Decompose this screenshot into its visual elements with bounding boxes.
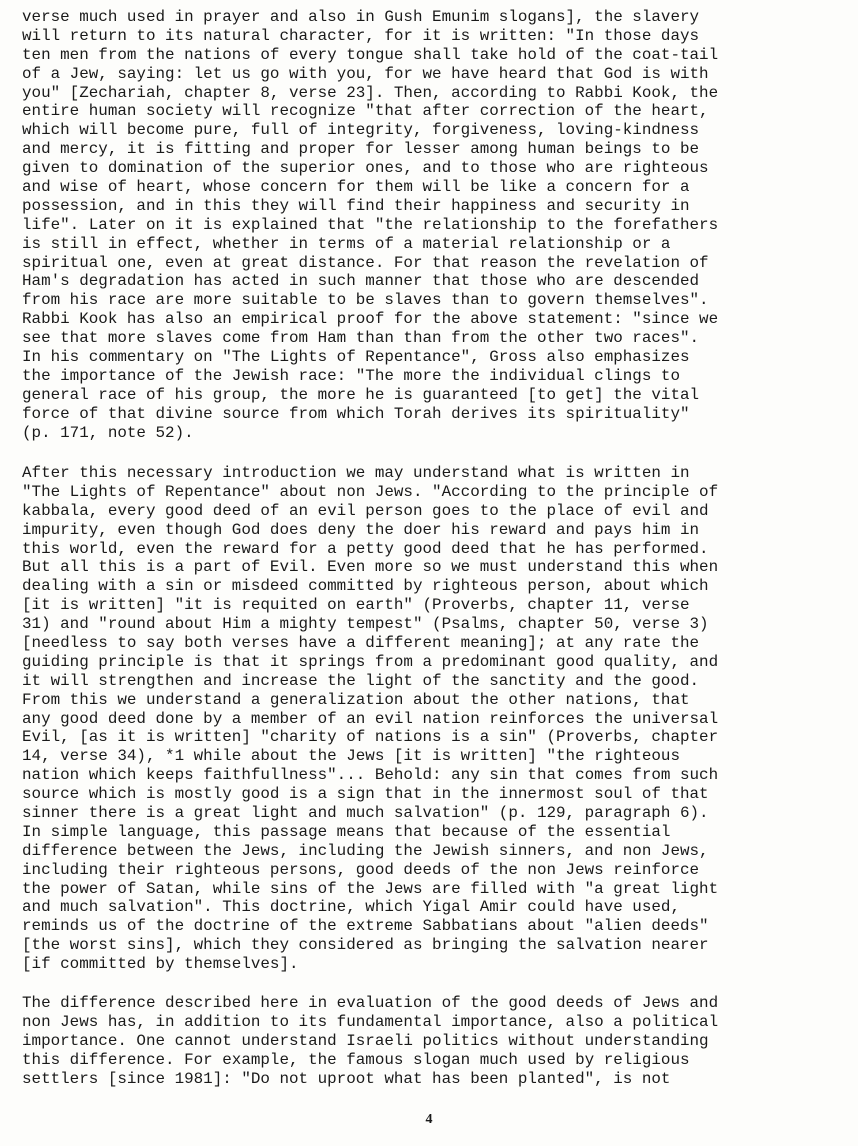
text-line: life". Later on it is explained that "the relationship to the forefathers <box>22 215 719 234</box>
text-line: this world, even the reward for a petty good deed that he has performed. <box>22 539 709 558</box>
paragraph-rabbi-kook-slavery <box>22 8 852 442</box>
text-line: sinner there is a great light and much salvation" (p. 129, paragraph 6). <box>22 804 709 823</box>
text-line: given to domination of the superior ones, and to those who are righteous <box>22 159 709 178</box>
text-line: this difference. For example, the famous slogan much used by religious <box>22 1050 690 1069</box>
text-line: the importance of the Jewish race: "The more the individual clings to <box>22 366 680 385</box>
text-line: and wise of heart, whose concern for them will be like a concern for a <box>22 178 690 197</box>
text-line: Evil, [as it is written] "charity of nations is a sin" (Proverbs, chapter <box>22 728 719 747</box>
text-line: including their righteous persons, good deeds of the non Jews reinforce <box>22 860 700 879</box>
text-line: spiritual one, even at great distance. For that reason the revelation of <box>22 253 709 272</box>
text-line: 31) and "round about Him a mighty tempest" (Psalms, chapter 50, verse 3) <box>22 615 709 634</box>
page-number: 4 <box>425 1112 433 1127</box>
paragraph-lights-of-repentance <box>22 464 852 974</box>
text-line: non Jews has, in addition to its fundamental importance, also a political <box>22 1012 719 1031</box>
text-line: [needless to say both verses have a different meaning]; at any rate the <box>22 634 700 653</box>
text-line: entire human society will recognize "that after correction of the heart, <box>22 102 709 121</box>
text-line: [if committed by themselves]. <box>22 955 299 974</box>
text-line: guiding principle is that it springs from a predominant good quality, and <box>22 652 719 671</box>
text-line: force of that divine source from which Torah derives its spirituality" <box>22 404 690 423</box>
text-line: any good deed done by a member of an evil nation reinforces the universal <box>22 709 719 728</box>
text-line: importance. One cannot understand Israeli politics without understanding <box>22 1031 709 1050</box>
text-line: [it is written] "it is requited on earth" (Proverbs, chapter 11, verse <box>22 596 690 615</box>
text-line: will return to its natural character, for it is written: "In those days <box>22 26 700 45</box>
text-line: 14, verse 34), *1 while about the Jews [it is written] "the righteous <box>22 747 680 766</box>
text-line: ten men from the nations of every tongue shall take hold of the coat-tail <box>22 45 719 64</box>
text-line: general race of his group, the more he is guaranteed [to get] the vital <box>22 385 700 404</box>
text-line: In simple language, this passage means that because of the essential <box>22 822 671 841</box>
text-line: from his race are more suitable to be slaves than to govern themselves". <box>22 291 709 310</box>
text-line: dealing with a sin or misdeed committed by righteous person, about which <box>22 577 709 596</box>
text-line: In his commentary on "The Lights of Repentance", Gross also emphasizes <box>22 348 690 367</box>
text-line: it will strengthen and increase the light of the sanctity and the good. <box>22 671 700 690</box>
text-line: (p. 171, note 52). <box>22 423 194 442</box>
text-line: you" [Zechariah, chapter 8, verse 23]. Then, according to Rabbi Kook, the <box>22 83 719 102</box>
text-line: settlers [since 1981]: "Do not uproot what has been planted", is not <box>22 1069 671 1088</box>
text-line: Ham's degradation has acted in such manner that those who are descended <box>22 272 700 291</box>
text-line: From this we understand a generalization about the other nations, that <box>22 690 690 709</box>
text-line: verse much used in prayer and also in Gush Emunim slogans], the slavery <box>22 8 700 26</box>
text-line: source which is mostly good is a sign that in the innermost soul of that <box>22 785 709 804</box>
text-line: kabbala, every good deed of an evil person goes to the place of evil and <box>22 501 709 520</box>
text-line: reminds us of the doctrine of the extreme Sabbatians about "alien deeds" <box>22 917 709 936</box>
text-line: of a Jew, saying: let us go with you, for we have heard that God is with <box>22 64 709 83</box>
paragraph-political-importance <box>22 994 852 1088</box>
text-line: [the worst sins], which they considered as bringing the salvation nearer <box>22 936 709 955</box>
text-line: But all this is a part of Evil. Even more so we must understand this when <box>22 558 719 577</box>
text-line: After this necessary introduction we may understand what is written in <box>22 464 690 482</box>
text-line: and mercy, it is fitting and proper for lesser among human beings to be <box>22 140 700 159</box>
text-line: is still in effect, whether in terms of a material relationship or a <box>22 234 671 253</box>
text-line: difference between the Jews, including the Jewish sinners, and non Jews, <box>22 841 709 860</box>
text-line: "The Lights of Repentance" about non Jews. "According to the principle of <box>22 482 719 501</box>
text-line: The difference described here in evaluation of the good deeds of Jews and <box>22 994 719 1012</box>
text-line: and much salvation". This doctrine, which Yigal Amir could have used, <box>22 898 680 917</box>
text-line: nation which keeps faithfullness"... Behold: any sin that comes from such <box>22 766 719 785</box>
text-line: which will become pure, full of integrity, forgiveness, loving-kindness <box>22 121 700 140</box>
text-line: see that more slaves come from Ham than than from the other two races". <box>22 329 700 348</box>
text-line: Rabbi Kook has also an empirical proof for the above statement: "since we <box>22 310 719 329</box>
text-line: the power of Satan, while sins of the Jews are filled with "a great light <box>22 879 719 898</box>
text-line: impurity, even though God does deny the doer his reward and pays him in <box>22 520 700 539</box>
text-line: possession, and in this they will find their happiness and security in <box>22 196 690 215</box>
